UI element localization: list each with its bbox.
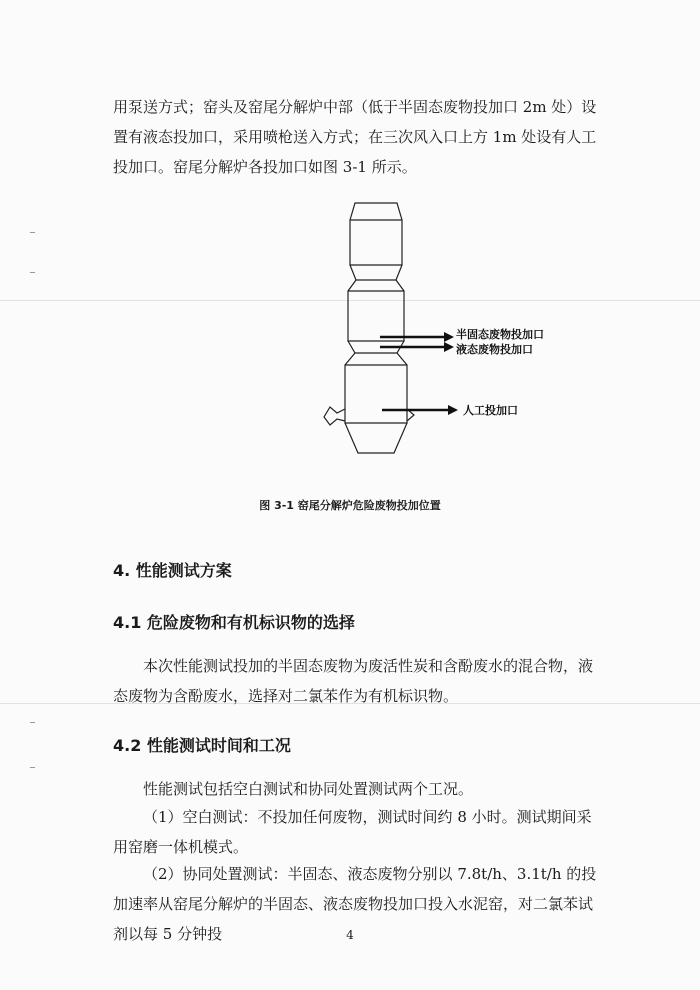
left-nozzle xyxy=(324,407,345,425)
scan-mark xyxy=(30,722,35,723)
label-manual-inlet: 人工投加口 xyxy=(463,404,518,417)
page-number: 4 xyxy=(346,928,354,942)
section-4-2-item-2: （2）协同处置测试：半固态、液态废物分别以 7.8t/h、3.1t/h 的投加速率从窑尾分解炉的半固态、液态废物投加口投入水泥窑，对二氯苯试剂以每 5 分钟投 xyxy=(113,865,597,943)
calciner-cone xyxy=(345,423,407,453)
scan-mark xyxy=(30,272,35,273)
calciner-diagram xyxy=(300,195,560,470)
calciner-top-section xyxy=(350,203,402,265)
section-4-heading: 4. 性能测试方案 xyxy=(113,561,232,580)
section-4-2-item-1: （1）空白测试：不投加任何废物，测试时间约 8 小时。测试期间采用窑磨一体机模式。 xyxy=(113,808,592,856)
label-liquid-inlet: 液态废物投加口 xyxy=(456,343,533,356)
label-semi-solid-inlet: 半固态废物投加口 xyxy=(456,328,544,341)
section-4-1-heading: 4.1 危险废物和有机标识物的选择 xyxy=(113,613,355,632)
calciner-bottom-section xyxy=(345,353,407,423)
figure-caption: 图 3-1 窑尾分解炉危险废物投加位置 xyxy=(259,499,441,512)
section-4-2-intro: 性能测试包括空白测试和协同处置测试两个工况。 xyxy=(143,780,474,798)
section-4-1-paragraph: 本次性能测试投加的半固态废物为废活性炭和含酚废水的混合物，液态废物为含酚废水，选择对二氯苯作为有机标识物。 xyxy=(113,657,594,705)
scan-mark xyxy=(30,767,35,768)
section-4-2-heading: 4.2 性能测试时间和工况 xyxy=(113,736,291,755)
calciner-middle-section xyxy=(348,280,404,341)
paragraph-feed-methods: 用泵送方式；窑头及窑尾分解炉中部（低于半固态废物投加口 2m 处）设置有液态投加口，采用喷枪送入方式；在三次风入口上方 1m 处设有人工投加口。窑尾分解炉各投加口如图 3-1 所示。 xyxy=(113,98,597,176)
scan-mark xyxy=(30,232,35,233)
